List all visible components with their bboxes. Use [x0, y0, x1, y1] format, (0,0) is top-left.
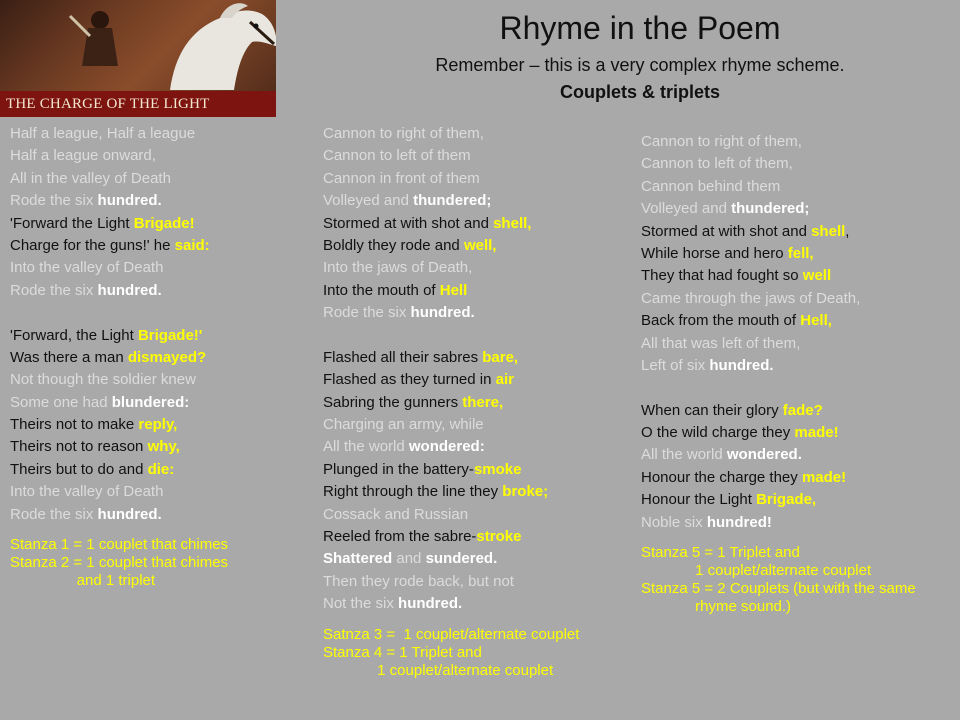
poem-text: Honour the charge they	[641, 468, 802, 486]
rhyme-word: Hell,	[800, 312, 832, 330]
poem-text: Right through the line they	[323, 483, 503, 501]
rhyme-scheme-note: 1 couplet/alternate couplet	[323, 661, 554, 679]
poem-text: Left of six	[641, 356, 710, 374]
poem-line	[10, 123, 228, 145]
poem-line	[10, 213, 228, 235]
poem-text: Boldly they rode and	[323, 236, 464, 254]
poem-text: Half a league onward,	[10, 147, 156, 165]
poem-line	[10, 257, 228, 279]
poem-line	[323, 481, 579, 503]
poem-line	[323, 145, 579, 167]
poem-text: All in the valley of Death	[10, 169, 171, 187]
poem-line	[323, 302, 579, 324]
rhyme-word: Brigade,	[756, 491, 817, 509]
poem-text: Stormed at with shot and	[641, 222, 812, 240]
poem-column-2	[323, 123, 579, 680]
rhyme-scheme-note: Stanza 5 = 2 Couplets (but with the same	[641, 580, 916, 598]
poem-text: Rode the six	[323, 304, 411, 322]
rhyme-word: Brigade!	[133, 214, 195, 232]
poem-text: When can their glory	[641, 401, 783, 419]
rhyme-word: air	[495, 371, 514, 389]
poem-text: Into the jaws of Death,	[323, 259, 473, 277]
poem-text: Not the six	[323, 595, 399, 613]
poem-text: Charge for the guns!' he	[10, 236, 175, 254]
poem-line	[641, 176, 916, 198]
repeated-rhyme-word: hundred.	[97, 192, 162, 210]
poem-text: Back from the mouth of	[641, 312, 801, 330]
poem-text: Cannon in front of them	[323, 169, 480, 187]
poem-text: Theirs not to reason	[10, 438, 148, 456]
poem-line	[10, 190, 228, 212]
poem-line	[10, 436, 228, 458]
poem-line	[323, 168, 579, 190]
poem-text: Into the valley of Death	[10, 259, 164, 277]
poem-line	[323, 548, 579, 570]
poem-text: 'Forward the Light	[10, 214, 134, 232]
poem-line	[10, 414, 228, 436]
poem-line	[10, 459, 228, 481]
poem-text: O the wild charge they	[641, 424, 795, 442]
poem-line	[10, 369, 228, 391]
poem-text: Theirs not to make	[10, 416, 139, 434]
thumbnail-caption: THE CHARGE OF THE LIGHT	[0, 91, 276, 117]
poem-text: They that had fought so	[641, 267, 803, 285]
poem-line	[10, 280, 228, 302]
poem-text: Half a league, Half a league	[10, 125, 196, 142]
rhyme-word: shell	[811, 222, 846, 240]
poem-line	[641, 310, 916, 332]
rhyme-word: broke;	[502, 483, 549, 501]
poem-text: Rode the six	[10, 505, 98, 523]
poem-line	[10, 325, 228, 347]
poem-line	[641, 444, 916, 466]
poem-line	[641, 400, 916, 422]
poem-line	[323, 280, 579, 302]
poem-column-1	[10, 123, 228, 590]
poem-text: Flashed all their sabres	[323, 348, 483, 366]
poem-text: Cannon to right of them,	[641, 133, 802, 150]
notes-spacer	[323, 616, 579, 626]
rhyme-scheme-note: 1 couplet/alternate couplet	[641, 562, 872, 580]
notes-spacer	[641, 534, 916, 544]
horse-illustration	[150, 0, 276, 90]
poem-line	[323, 257, 579, 279]
poem-text: Then they rode back, but not	[323, 572, 514, 590]
repeated-rhyme-word: wondered:	[408, 438, 485, 456]
poem-text: Cannon behind them	[641, 177, 781, 195]
poem-line	[10, 504, 228, 526]
poem-text: Not though the soldier knew	[10, 371, 196, 389]
poem-text: Noble six	[641, 513, 707, 531]
rhyme-word: dismayed?	[127, 348, 207, 366]
poem-text: All the world	[323, 438, 409, 456]
repeated-rhyme-word: sundered.	[425, 550, 498, 568]
poem-line	[323, 325, 579, 347]
poem-text: While horse and hero	[641, 244, 788, 262]
repeated-rhyme-word: hundred!	[706, 513, 772, 531]
poem-line	[641, 265, 916, 287]
rhyme-word: said:	[174, 236, 210, 254]
rhyme-word: made!	[794, 424, 839, 442]
repeated-rhyme-word: hundred.	[410, 304, 475, 322]
rhyme-scheme-note: Stanza 1 = 1 couplet that chimes	[10, 536, 229, 554]
poem-line	[323, 436, 579, 458]
poem-text: Flashed as they turned in	[323, 371, 496, 389]
rhyme-scheme-note: rhyme sound.)	[641, 598, 792, 616]
rhyme-word: Hell	[439, 281, 468, 299]
repeated-rhyme-word: Shattered	[323, 550, 393, 568]
poem-line	[323, 571, 579, 593]
rhyme-scheme-note: Stanza 2 = 1 couplet that chimes	[10, 554, 229, 572]
repeated-rhyme-word: thundered;	[731, 200, 810, 218]
poem-text: and	[392, 550, 426, 568]
rhyme-word: well	[802, 267, 832, 285]
rhyme-word: fell,	[787, 244, 814, 262]
rhyme-word: well,	[463, 236, 497, 254]
repeated-rhyme-word: hundred.	[97, 281, 162, 299]
repeated-rhyme-word: blundered:	[111, 393, 190, 411]
notes-spacer	[10, 526, 228, 536]
poem-text: Some one had	[10, 393, 112, 411]
poem-line	[641, 221, 916, 243]
rhyme-word: bare,	[482, 348, 519, 366]
poem-text: 'Forward, the Light	[10, 326, 138, 344]
rhyme-scheme-note: Satnza 3 = 1 couplet/alternate couplet	[323, 625, 580, 643]
poem-text: All that was left of them,	[641, 334, 801, 352]
poem-line	[323, 123, 579, 145]
poem-line	[323, 526, 579, 548]
rhyme-word: fade?	[782, 401, 823, 419]
poem-line	[641, 422, 916, 444]
poem-line	[641, 198, 916, 220]
poem-line	[641, 512, 916, 534]
poem-text: Sabring the gunners	[323, 393, 463, 411]
poem-line	[10, 392, 228, 414]
poem-text: Cossack and Russian	[323, 505, 469, 523]
poem-line	[323, 414, 579, 436]
poem-line	[641, 153, 916, 175]
poem-line	[10, 481, 228, 503]
poem-line	[10, 235, 228, 257]
poem-line	[641, 131, 916, 153]
poem-line	[323, 593, 579, 615]
rhyme-word: there,	[462, 393, 504, 411]
rhyme-word: smoke	[473, 460, 522, 478]
repeated-rhyme-word: hundred.	[398, 595, 463, 613]
rhyme-word: why,	[147, 438, 180, 456]
poem-text: Theirs but to do and	[10, 460, 148, 478]
poem-line	[10, 302, 228, 324]
poem-line	[10, 347, 228, 369]
poem-line	[10, 145, 228, 167]
poem-text: Rode the six	[10, 192, 98, 210]
poem-line	[641, 377, 916, 399]
poem-column-3	[641, 131, 916, 616]
poem-line	[641, 467, 916, 489]
poem-line	[641, 489, 916, 511]
poem-text: Stormed at with shot and	[323, 214, 494, 232]
poem-text: Volleyed and	[641, 200, 732, 218]
poem-text: Reeled from the sabre-	[323, 528, 477, 546]
poem-text: Into the mouth of	[323, 281, 440, 299]
poem-text: Volleyed and	[323, 192, 414, 210]
poem-text: Charging an army, while	[323, 416, 484, 434]
poem-text: Came through the jaws of Death,	[641, 289, 861, 307]
rhyme-scheme-note: Stanza 4 = 1 Triplet and	[323, 643, 482, 661]
page-subtitle: Remember – this is a very complex rhyme scheme.	[435, 55, 845, 75]
poem-text: Was there a man	[10, 348, 128, 366]
repeated-rhyme-word: hundred.	[709, 356, 774, 374]
poem-line	[323, 392, 579, 414]
rhyme-scheme-note: and 1 triplet	[10, 572, 156, 590]
rhyme-word: made!	[801, 468, 847, 486]
poem-line	[323, 459, 579, 481]
rhyme-word: shell,	[493, 214, 532, 232]
poem-text: Cannon to left of them,	[641, 155, 793, 173]
poem-text: ,	[845, 222, 850, 240]
poem-text: Plunged in the battery-	[323, 460, 474, 478]
poem-line	[323, 235, 579, 257]
page-subtitle-bold: Couplets & triplets	[559, 82, 720, 102]
poem-line	[641, 288, 916, 310]
page-title: Rhyme in the Poem	[499, 10, 781, 46]
poem-text: Cannon to right of them,	[323, 125, 484, 142]
poem-text: Honour the Light	[641, 491, 757, 509]
poem-text: Into the valley of Death	[10, 483, 164, 501]
poem-line	[323, 504, 579, 526]
rhyme-word: reply,	[138, 416, 178, 434]
poem-thumbnail-image	[0, 0, 276, 117]
poem-line	[323, 347, 579, 369]
poem-line	[323, 213, 579, 235]
poem-line	[323, 190, 579, 212]
rhyme-scheme-note: Stanza 5 = 1 Triplet and	[641, 544, 800, 562]
poem-line	[641, 243, 916, 265]
poem-text: Rode the six	[10, 281, 98, 299]
repeated-rhyme-word: wondered.	[726, 446, 802, 464]
rider-illustration	[60, 6, 140, 86]
poem-line	[641, 355, 916, 377]
rhyme-word: Brigade!'	[137, 326, 203, 344]
repeated-rhyme-word: thundered;	[413, 192, 492, 210]
rhyme-word: die:	[147, 460, 175, 478]
poem-text: Cannon to left of them	[323, 147, 471, 165]
rhyme-word: stroke	[476, 528, 522, 546]
poem-line	[10, 168, 228, 190]
poem-text: All the world	[641, 446, 727, 464]
poem-line	[323, 369, 579, 391]
poem-line	[641, 333, 916, 355]
repeated-rhyme-word: hundred.	[97, 505, 162, 523]
